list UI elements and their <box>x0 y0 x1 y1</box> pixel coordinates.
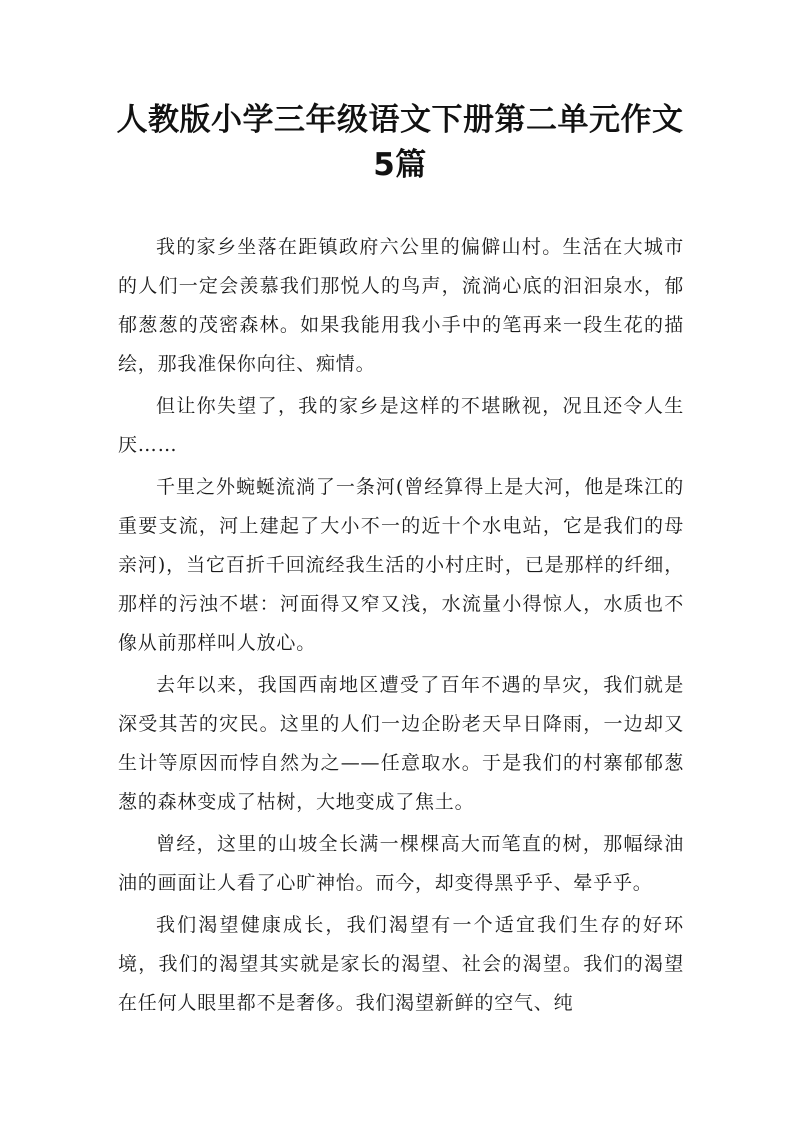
paragraph: 去年以来，我国西南地区遭受了百年不遇的旱灾，我们就是深受其苦的灾民。这里的人们一边企盼老天早日降雨，一边却又生计等原因而悖自然为之——任意取水。于是我们的村寨郁郁葱葱的森林变成了枯树，大地变成了焦土。 <box>118 674 684 813</box>
document-title-line2: 5篇 <box>373 147 427 183</box>
paragraph: 曾经，这里的山坡全长满一棵棵高大而笔直的树，那幅绿油油的画面让人看了心旷神怡。而今，却变得黑乎乎、晕乎乎。 <box>118 833 684 894</box>
paragraph: 但让你失望了，我的家乡是这样的不堪瞅视，况且还令人生厌…… <box>118 395 684 456</box>
paragraph: 千里之外蜿蜒流淌了一条河(曾经算得上是大河，他是珠江的重要支流，河上建起了大小不一的近十个水电站，它是我们的母亲河)，当它百折千回流经我生活的小村庄时，已是那样的纤细，那样的污浊不堪：河面得又窄又浅，水流量小得惊人，水质也不像从前那样叫人放心。 <box>118 476 684 654</box>
document-title: 人教版小学三年级语文下册第二单元作文 <box>116 102 684 138</box>
paragraph: 我的家乡坐落在距镇政府六公里的偏僻山村。生活在大城市的人们一定会羡慕我们那悦人的鸟声，流淌心底的汩汩泉水，郁郁葱葱的茂密森林。如果我能用我小手中的笔再来一段生花的描绘，那我准保你向往、痴情。 <box>118 236 684 375</box>
paragraph: 我们渴望健康成长，我们渴望有一个适宜我们生存的好环境，我们的渴望其实就是家长的渴望、社会的渴望。我们的渴望在任何人眼里都不是奢侈。我们渴望新鲜的空气、纯 <box>118 914 684 1014</box>
document-body <box>118 228 684 1023</box>
